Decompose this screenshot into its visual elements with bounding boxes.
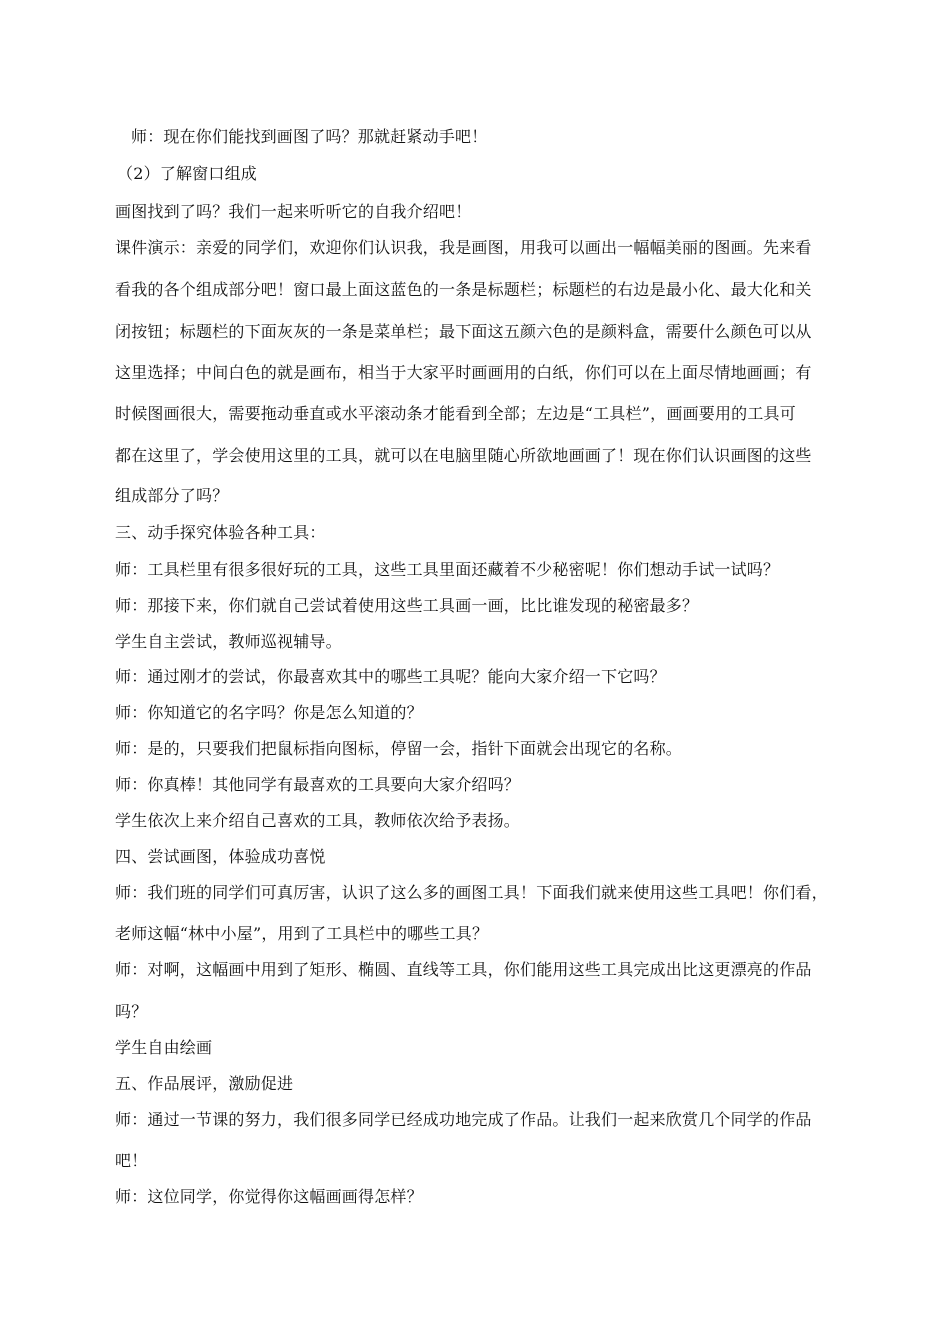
- paragraph-line: 吧！: [115, 1151, 148, 1170]
- paragraph-line: 时候图画很大，需要拖动垂直或水平滚动条才能看到全部；左边是“工具栏”，画画要用的工具可: [115, 404, 796, 423]
- paragraph-line: 学生自由绘画: [115, 1038, 213, 1057]
- paragraph-line: 组成部分了吗？: [115, 486, 229, 505]
- paragraph-line: 看我的各个组成部分吧！窗口最上面这蓝色的一条是标题栏；标题栏的右边是最小化、最大化和关: [115, 280, 812, 299]
- paragraph-line: 师：那接下来，你们就自己尝试着使用这些工具画一画，比比谁发现的秘密最多？: [115, 596, 699, 615]
- paragraph-line: 老师这幅“林中小屋”，用到了工具栏中的哪些工具？: [115, 924, 489, 943]
- section-heading: 五、作品展评，激励促进: [115, 1074, 294, 1093]
- paragraph-line: 这里选择；中间白色的就是画布，相当于大家平时画画用的白纸，你们可以在上面尽情地画画；有: [115, 363, 812, 382]
- paragraph-line: 画图找到了吗？我们一起来听听它的自我介绍吧！: [115, 202, 472, 221]
- paragraph-line: 师：工具栏里有很多很好玩的工具，这些工具里面还藏着不少秘密呢！你们想动手试一试吗？: [115, 560, 780, 579]
- paragraph-line: 师：通过刚才的尝试，你最喜欢其中的哪些工具呢？能向大家介绍一下它吗？: [115, 667, 666, 686]
- paragraph-line: 都在这里了，学会使用这里的工具，就可以在电脑里随心所欲地画画了！现在你们认识画图的这些: [115, 446, 812, 465]
- paragraph-line: 师：是的，只要我们把鼠标指向图标，停留一会，指针下面就会出现它的名称。: [115, 739, 683, 758]
- paragraph-line: 师：通过一节课的努力，我们很多同学已经成功地完成了作品。让我们一起来欣赏几个同学的作品: [115, 1110, 812, 1129]
- paragraph-line: 师：对啊，这幅画中用到了矩形、椭圆、直线等工具，你们能用这些工具完成出比这更漂亮的作品: [115, 960, 812, 979]
- section-heading: 四、尝试画图，体验成功喜悦: [115, 847, 326, 866]
- paragraph-line: 学生自主尝试，教师巡视辅导。: [115, 632, 342, 651]
- section-heading: 三、动手探究体验各种工具：: [115, 523, 326, 542]
- paragraph-line: 闭按钮；标题栏的下面灰灰的一条是菜单栏；最下面这五颜六色的是颜料盒，需要什么颜色可以从: [115, 322, 812, 341]
- paragraph-line: 师：我们班的同学们可真厉害，认识了这么多的画图工具！下面我们就来使用这些工具吧！你们看，: [115, 883, 828, 902]
- paragraph-line: 师：你真棒！其他同学有最喜欢的工具要向大家介绍吗？: [115, 775, 521, 794]
- paragraph-line: 吗？: [115, 1002, 148, 1021]
- section-heading: （2）了解窗口组成: [117, 164, 257, 183]
- paragraph-line: 学生依次上来介绍自己喜欢的工具，教师依次给予表扬。: [115, 811, 521, 830]
- paragraph-line: 师：这位同学，你觉得你这幅画画得怎样？: [115, 1187, 423, 1206]
- paragraph-line: 师：现在你们能找到画图了吗？那就赶紧动手吧！: [131, 127, 488, 146]
- paragraph-line: 师：你知道它的名字吗？你是怎么知道的？: [115, 703, 423, 722]
- paragraph-line: 课件演示：亲爱的同学们，欢迎你们认识我，我是画图，用我可以画出一幅幅美丽的图画。先来看: [115, 238, 812, 257]
